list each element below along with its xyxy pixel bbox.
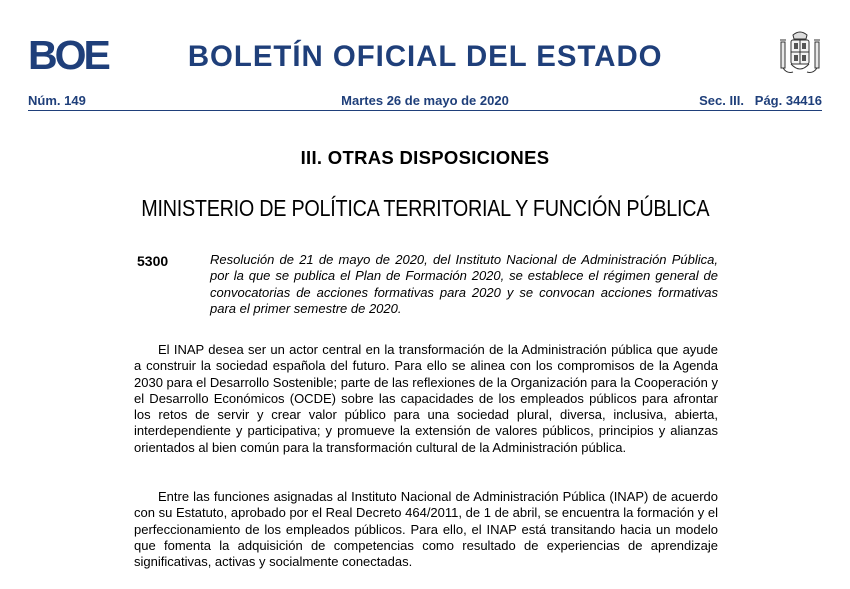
boe-logo-text: BOE: [28, 35, 108, 73]
section-page: Sec. III. Pág. 34416: [699, 93, 822, 108]
issue-number: Núm. 149: [28, 93, 86, 108]
header-divider: [28, 110, 822, 111]
section-heading: III. OTRAS DISPOSICIONES: [300, 147, 550, 168]
body-paragraph: Entre las funciones asignadas al Instituto Nacional de Administración Pública (INAP) de acuerdo con su Estatuto, aprobado por el Real Decreto 464/2011, de 1 de abril, se encuentra la formación y el perfeccionamiento de los empleados públicos. Para ello, el INAP está transitando hacia un modelo que fomenta la adquisición de competencias como resultado de experiencias de aprendizaje significativas, activas y socialmente conectadas.: [134, 489, 718, 570]
coat-of-arms-icon: [777, 28, 823, 80]
body-paragraph: El INAP desea ser un actor central en la transformación de la Administración pública que ayude a construir la sociedad española del futuro. Para ello se alinea con los compromisos de la Agenda 2030 para el Desarrollo Sostenible; parte de las reflexiones de la Organización para la Cooperación y el Desarrollo Económicos (OCDE) sobre las capacidades de los empleados públicos para afrontar los retos de servir y crear valor público para una sociedad plural, diversa, inclusiva, abierta, interdependiente y participativa; y promueve la extensión de valores públicos, principios y alianzas orientados al bien común para la transformación cultural de la Administración pública.: [134, 342, 718, 455]
resolution-title: Resolución de 21 de mayo de 2020, del Instituto Nacional de Administración Pública, por la que se publica el Plan de Formación 2020, se establece el régimen general de convocatorias de acciones formativas para 2020 y se convocan acciones formativas para el primer semestre de 2020.: [210, 252, 718, 317]
issue-date: Martes 26 de mayo de 2020: [341, 93, 509, 108]
ministry-heading: MINISTERIO DE POLÍTICA TERRITORIAL Y FUNCIÓN PÚBLICA: [140, 195, 710, 221]
disposition-number: 5300: [137, 253, 169, 269]
masthead-title: BOLETÍN OFICIAL DEL ESTADO: [187, 40, 663, 73]
